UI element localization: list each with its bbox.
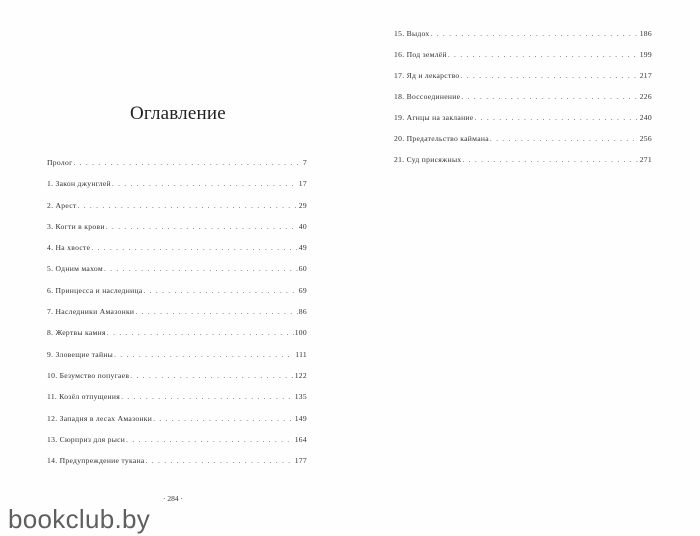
- leader-dots: [490, 134, 639, 143]
- page-number: · 284 ·: [163, 494, 183, 503]
- toc-entry: [47, 201, 307, 222]
- leader-dots: [91, 243, 297, 252]
- toc-entry-page: 217: [639, 71, 652, 80]
- toc-entry: [394, 29, 652, 50]
- leader-dots: [73, 158, 301, 167]
- toc-entry-page: 149: [294, 413, 307, 423]
- toc-entry: [47, 435, 307, 456]
- toc-entry-page: 49: [298, 243, 307, 253]
- toc-entry-page: 177: [294, 456, 307, 466]
- toc-entry: [47, 328, 307, 349]
- toc-entry: [47, 286, 307, 307]
- toc-entry-page: 256: [639, 134, 652, 143]
- toc-entry: [47, 414, 307, 435]
- toc-entry: [47, 179, 307, 200]
- leader-dots: [130, 371, 293, 380]
- toc-entry-page: 69: [298, 285, 307, 295]
- toc-entry-title: 16. Под землёй: [394, 50, 447, 59]
- toc-entry-title: 10. Безумство попугаев: [47, 370, 130, 380]
- toc-entry-title: 15. Выдох: [394, 29, 430, 38]
- leader-dots: [431, 29, 639, 38]
- toc-entry-page: 240: [639, 113, 652, 122]
- toc-entry-title: 7. Наследники Амазонки: [47, 307, 135, 317]
- toc-entry-page: 100: [294, 328, 307, 338]
- toc-entry-page: 40: [298, 221, 307, 231]
- toc-list-right: [394, 29, 652, 176]
- toc-entry-title: 5. Одним махом: [47, 264, 103, 274]
- toc-entry: [394, 50, 652, 71]
- toc-entry-title: 19. Агнцы на заклание: [394, 113, 474, 122]
- leader-dots: [135, 307, 297, 316]
- watermark: bookclub.by: [8, 504, 151, 534]
- toc-entry-title: 17. Яд и лекарство: [394, 71, 460, 80]
- toc-entry-title: 21. Суд присяжных: [394, 155, 462, 164]
- toc-entry-page: 164: [294, 434, 307, 444]
- toc-entry: [47, 307, 307, 328]
- leader-dots: [112, 179, 298, 188]
- toc-entry-page: 135: [294, 392, 307, 402]
- toc-entry: [47, 392, 307, 413]
- toc-entry-title: 13. Сюрприз для рыси: [47, 434, 126, 444]
- toc-entry: [47, 264, 307, 285]
- toc-entry-title: 8. Жертвы камня: [47, 328, 106, 338]
- toc-entry-page: 7: [302, 158, 307, 167]
- toc-entry: [394, 92, 652, 113]
- leader-dots: [114, 350, 294, 359]
- toc-entry-title: 6. Принцесса и наследница: [47, 285, 143, 295]
- toc-entry-title: 1. Закон джунглей: [47, 179, 111, 189]
- toc-entry: [394, 71, 652, 92]
- toc-entry-page: 29: [298, 200, 307, 210]
- toc-entry: [47, 371, 307, 392]
- toc-entry-page: 199: [639, 50, 652, 59]
- toc-entry-page: 122: [294, 370, 307, 380]
- leader-dots: [153, 414, 294, 423]
- toc-entry-title: 4. На хвосте: [47, 243, 91, 253]
- toc-entry-page: 17: [298, 179, 307, 189]
- leader-dots: [461, 92, 638, 101]
- toc-entry-page: 60: [298, 264, 307, 274]
- toc-entry: [47, 350, 307, 371]
- toc-entry-title: Пролог: [47, 158, 73, 167]
- toc-entry-title: 3. Когти в крови: [47, 221, 105, 231]
- leader-dots: [462, 155, 638, 164]
- leader-dots: [448, 50, 639, 59]
- toc-entry: [394, 134, 652, 155]
- leader-dots: [104, 264, 298, 273]
- toc-entry: [394, 113, 652, 134]
- toc-entry: [47, 243, 307, 264]
- toc-entry: [47, 222, 307, 243]
- toc-entry: [47, 456, 307, 477]
- leader-dots: [78, 201, 298, 210]
- leader-dots: [146, 456, 294, 465]
- leader-dots: [143, 286, 297, 295]
- toc-entry-title: 14. Предупреждение тукана: [47, 456, 145, 466]
- toc-entry-title: 11. Козёл отпущения: [47, 392, 121, 402]
- toc-entry: [394, 155, 652, 176]
- toc-entry-title: 20. Предательство каймана: [394, 134, 489, 143]
- toc-entry: [47, 158, 307, 179]
- toc-entry-page: 226: [639, 92, 652, 101]
- toc-entry-title: 9. Зловещие тайны: [47, 349, 114, 359]
- leader-dots: [474, 113, 638, 122]
- toc-entry-page: 186: [639, 29, 652, 38]
- toc-entry-title: 18. Воссоединение: [394, 92, 461, 101]
- leader-dots: [126, 435, 294, 444]
- toc-entry-page: 111: [295, 349, 307, 359]
- leader-dots: [121, 392, 294, 401]
- toc-entry-page: 271: [639, 155, 652, 164]
- toc-entry-title: 12. Западня в лесах Амазонки: [47, 413, 153, 423]
- toc-heading: Оглавление: [130, 103, 226, 124]
- toc-list-left: [47, 158, 307, 477]
- leader-dots: [106, 222, 298, 231]
- toc-entry-page: 86: [298, 307, 307, 317]
- toc-entry-title: 2. Арест: [47, 200, 77, 210]
- leader-dots: [461, 71, 639, 80]
- leader-dots: [107, 328, 294, 337]
